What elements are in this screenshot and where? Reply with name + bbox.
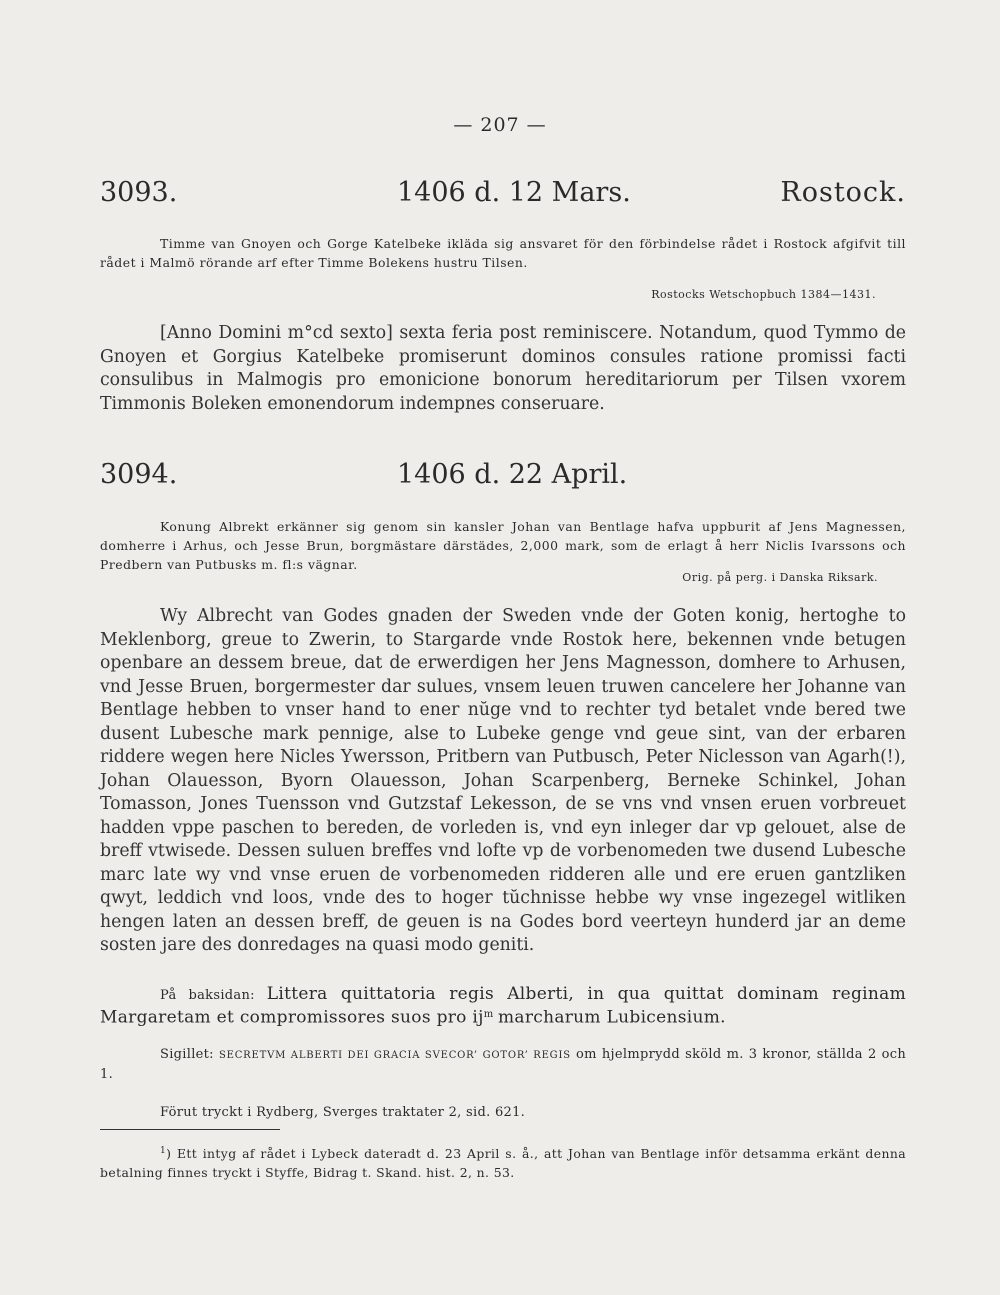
printed-note: Förut tryckt i Rydberg, Sverges traktater 2, sid. 621. [160,1105,526,1120]
verso-text-end: marcharum Lubicensium. [497,1007,726,1028]
entry-source-3093: Rostocks Wetschopbuch 1384—1431. [651,288,876,301]
verso-superscript: m [483,1009,494,1020]
entry-number: 3094. [100,459,178,490]
entry-place: Rostock. [780,177,906,208]
verso-note [100,985,906,1028]
entry-header-3093 [100,177,906,217]
verso-text: Littera quittatoria regis Alberti, in qua quittat dominam reginam Margaretam et compromissores suos pro ij [100,984,906,1028]
footnote: $^1$) Ett intyg af rådet i Lybeck dateradt d. 23 April s. å., att Johan van Bentlage inför detsamma erkänt denna betalning finnes tryckt i Styffe, Bidrag t. Skand. hist. 2, n. 53. [100,1146,907,1181]
seal-legend: SECRETVM ALBERTI DEI GRACIA SVECOR’ GOTOR’ REGIS [218,1050,571,1061]
entry-header-3094 [100,459,906,499]
entry-number: 3093. [100,177,178,208]
entry-date: 1406 d. 22 April. [397,459,628,490]
entry-date: 1406 d. 12 Mars. [397,177,631,208]
entry-summary-3093: Timme van Gnoyen och Gorge Katelbeke ikläda sig ansvaret för den förbindelse rådet i Rostock afgifvit till rådet i Malmö rörande arf efter Timme Bolekens hustru Tilsen. [100,236,906,270]
footnote-rule [100,1129,280,1130]
verso-label: På baksidan: [160,988,255,1003]
page-number: — 207 — [453,114,547,136]
footnote-text: Ett intyg af rådet i Lybeck dateradt d. 23 April s. å., att Johan van Bentlage inför detsamma erkänt denna betalning finnes tryckt i Styffe, Bidrag t. Skand. hist. 2, n. 53. [100,1146,907,1181]
entry-text-3094: Wy Albrecht van Godes gnaden der Sweden vnde der Goten konig, hertoghe to Meklenborg, greue to Zwerin, to Stargarde vnde Rostok here, bekennen vnde betugen openbare an dessem breue, dat de erwerdigen her Jens Magnesson, domhere to Arhusen, vnd Jesse Bruen, borgermester dar sulues, vnsem leuen truwen cancelere her Johanne van Bentlage hebben to vnser hand to ener nŭge vnd to rechter tyd betalet vnde bered twe dusent Lubesche mark pennige, alse to Lubeke genge vnd geue sint, van der erbaren riddere wegen here Nicles Ywersson, Pritbern van Putbusch, Peter Niclesson van Agarh(!), Johan Olauesson, Byorn Olauesson, Johan Scarpenberg, Berneke Schinkel, Johan Tomasson, Jones Tuensson vnd Gutzstaf Lekesson, de se vns vnd vnsen eruen vorbreuet hadden vppe paschen to bereden, de vorleden is, vnd eyn inleger dar vp gelouet, alse de breff vtwisede. Dessen suluen breffes vnd lofte vp de vorbenomeden twe dusend Lubesche marc late wy vnd vnse eruen de vorbenomeden ridderen alle und ere eruen gantzliken qwyt, leddich vnd loos, vnde des to hoger tŭchnisse hebbe wy vnse ingezegel witliken hengen laten an dessen breff, de geuen is na Godes bord veerteyn hunderd jar an deme sosten jare des donredages na quasi modo geniti. [100,606,906,955]
entry-source-3094: Orig. på perg. i Danska Riksark. [682,571,878,584]
entry-summary-3094: Konung Albrekt erkänner sig genom sin kansler Johan van Bentlage hafva uppburit af Jens Magnessen, domherre i Arhus, och Jesse Brun, borgmästare därstädes, 2,000 mark, som de erlagt å herr Niclis Ivarssons och Predbern van Putbusks m. fl:s vägnar. [100,519,906,572]
entry-text-3093: [Anno Domini m°cd sexto] sexta feria post reminiscere. Notandum, quod Tymmo de Gnoyen et Gorgius Katelbeke promiserunt dominos consules ratione promissi facti consulibus in Malmogis pro emonicione bonorum hereditariorum per Tilsen vxorem Timmonis Boleken emonendorum indempnes conseruare. [100,323,906,414]
seal-label: Sigillet: [160,1047,214,1062]
seal-note [100,1045,906,1084]
footnote-mark: 1 [160,1146,167,1156]
seal-description: om hjelmprydd sköld m. 3 kronor, ställda 2 och 1. [100,1047,907,1082]
